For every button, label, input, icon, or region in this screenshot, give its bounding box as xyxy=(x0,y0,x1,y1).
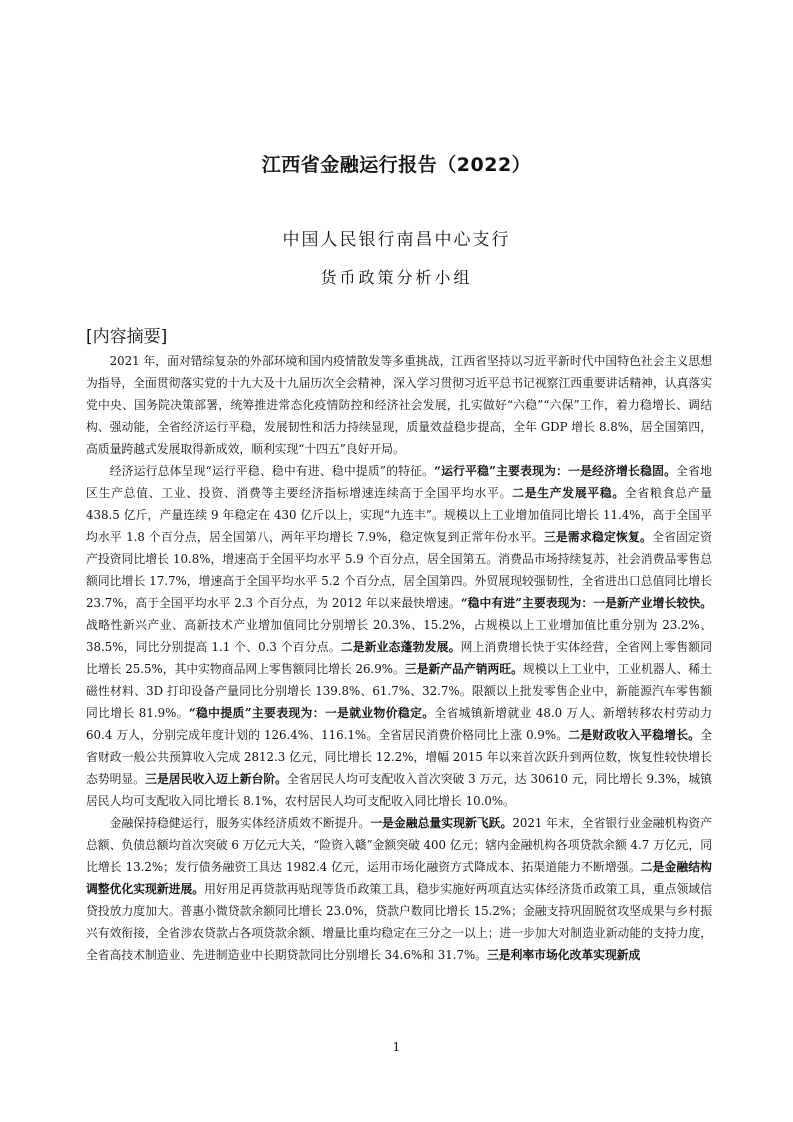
bold-key-point: 三是居民收入迈上新台阶。 xyxy=(145,772,288,786)
paragraph-text: 全省地区生产总值、工业、投资、消费等主要经济指标增速连续高于全国平均水平。 xyxy=(86,464,712,500)
bold-key-point: “稳中提质”主要表现为：一是就业物价稳定。 xyxy=(188,706,435,720)
bold-key-point: 三是利率市场化改革实现新成 xyxy=(486,948,641,962)
paragraph-text: 经济运行总体呈现“运行平稳、稳中有进、稳中提质”的特征。 xyxy=(109,464,435,478)
bold-key-point: 二是财政收入平稳增长。 xyxy=(568,728,701,742)
bold-key-point: 二是生产发展平稳。 xyxy=(512,486,625,500)
abstract-heading: [内容摘要] xyxy=(86,327,168,347)
paragraph-text: 2021 年末，全省银行业金融机构资产总额、负债总额均首次突破 6 万亿元大关，“险资入赣”金额突破 400 亿元；辖内金融机构各项贷款余额 4.7 万亿元，同比增长 13.2%；发行债务融资工具达 1982.4 亿元，运用市场化融资方式降成本、拓渠道能力不断增强。 xyxy=(86,816,713,874)
paragraph-text: 全省固定资产投资同比增长 10.8%，增速高于全国平均水平 5.9 个百分点，居全国第五。消费品市场持续复苏，社会消费品零售总额同比增长 17.7%，增速高于全国平均水平 5.2 个百分点，居全国第四。外贸展现较强韧性，全省进出口总值同比增长 23.7%，高于全国平均水平 2.3 个百分点，为 2012 年以来最快增速。 xyxy=(86,530,712,610)
page-number: 1 xyxy=(392,1040,401,1054)
abstract-paragraph xyxy=(86,812,712,966)
paragraph-text: 全省粮食总产量 438.5 亿斤，产量连续 9 年稳定在 430 亿斤以上，实现“九连丰”。规模以上工业增加值同比增长 11.4%，高于全国平均水平 1.8 个百分点，居全国第八，两年平均增长 7.9%，稳定恢复到正常年份水平。 xyxy=(86,486,712,544)
bold-key-point: 三是新产品产销两旺。 xyxy=(404,662,523,676)
paragraph-text: 全省居民人均可支配收入首次突破 3 万元，达 30610 元，同比增长 9.3%，城镇居民人均可支配收入同比增长 8.1%，农村居民人均可支配收入同比增长 10.0%。 xyxy=(86,772,712,808)
report-title: 江西省金融运行报告（2022） xyxy=(261,154,532,176)
paragraph-text: 用好用足再贷款再贴现等货币政策工具，稳步实施好两项直达实体经济货币政策工具，重点领域信贷投放力度加大。普惠小微贷款余额同比增长 23.0%，贷款户数同比增长 15.2%；金融支持巩固脱贫攻坚成果与乡村振兴有效衔接，全省涉农贷款占各项贷款余额、增量比重均稳定在三分之一以上；进一步加大对制造业新动能的支持力度，全省高技术制造业、先进制造业中长期贷款同比分别增长 34.6%和 31.7%。 xyxy=(86,882,712,962)
paragraph-text: 规模以上工业中，工业机器人、稀土磁性材料、3D 打印设备产量同比分别增长 139.8%、61.7%、32.7%。限额以上批发零售企业中，新能源汽车零售额同比增长 81.9%。 xyxy=(86,662,712,720)
bold-key-point: 一是金融总量实现新飞跃。 xyxy=(370,816,513,830)
paragraph-text: 战略性新兴产业、高新技术产业增加值同比分别增长 20.3%、15.2%，占规模以上工业增加值比重分别为 23.2%、38.5%，同比分别提高 1.1 个、0.3 个百分点。 xyxy=(86,618,712,654)
bold-key-point: 二是新业态蓬勃发展。 xyxy=(340,640,461,654)
bold-key-point: “运行平稳”主要表现为：一是经济增长稳固。 xyxy=(434,464,677,478)
abstract-paragraph xyxy=(86,350,712,460)
author-team: 货币政策分析小组 xyxy=(320,268,473,287)
paragraph-text: 全省城镇新增就业 48.0 万人、新增转移农村劳动力 60.4 万人，分别完成年度计划的 126.4%、116.1%。全省居民消费价格同比上涨 0.9%。 xyxy=(86,706,712,742)
paragraph-text: 网上消费增长快于实体经营，全省网上零售额同比增长 25.5%，其中实物商品网上零售额同比增长 26.9%。 xyxy=(86,640,712,676)
bold-key-point: 三是需求稳定恢复。 xyxy=(543,530,653,544)
paragraph-text: 2021 年，面对错综复杂的外部环境和国内疫情散发等多重挑战，江西省坚持以习近平新时代中国特色社会主义思想为指导，全面贯彻落实党的十九大及十九届历次全会精神，深入学习贯彻习近平总书记视察江西重要讲话精神，认真落实党中央、国务院决策部署，统筹推进常态化疫情防控和经济社会发展，扎实做好“六稳”“六保”工作，着力稳增长、调结构、强动能，全省经济运行平稳，发展韧性和活力持续显现，质量效益稳步提高，全年 GDP 增长 8.8%，居全国第四，高质量跨越式发展取得新成效，顺利实现“十四五”良好开局。 xyxy=(86,354,712,456)
bold-key-point: “稳中有进”主要表现为：一是新产业增长较快。 xyxy=(460,596,712,610)
abstract-body xyxy=(86,350,712,966)
paragraph-text: 全省财政一般公共预算收入完成 2812.3 亿元，同比增长 12.2%，增幅 2015 年以来首次跃升到两位数，恢复性较快增长态势明显。 xyxy=(86,728,712,786)
author-organization: 中国人民银行南昌中心支行 xyxy=(282,230,511,250)
paragraph-text: 金融保持稳健运行，服务实体经济质效不断提升。 xyxy=(109,816,371,830)
bold-key-point: 二是金融结构调整优化实现新进展。 xyxy=(86,860,712,896)
abstract-paragraph xyxy=(86,460,712,812)
